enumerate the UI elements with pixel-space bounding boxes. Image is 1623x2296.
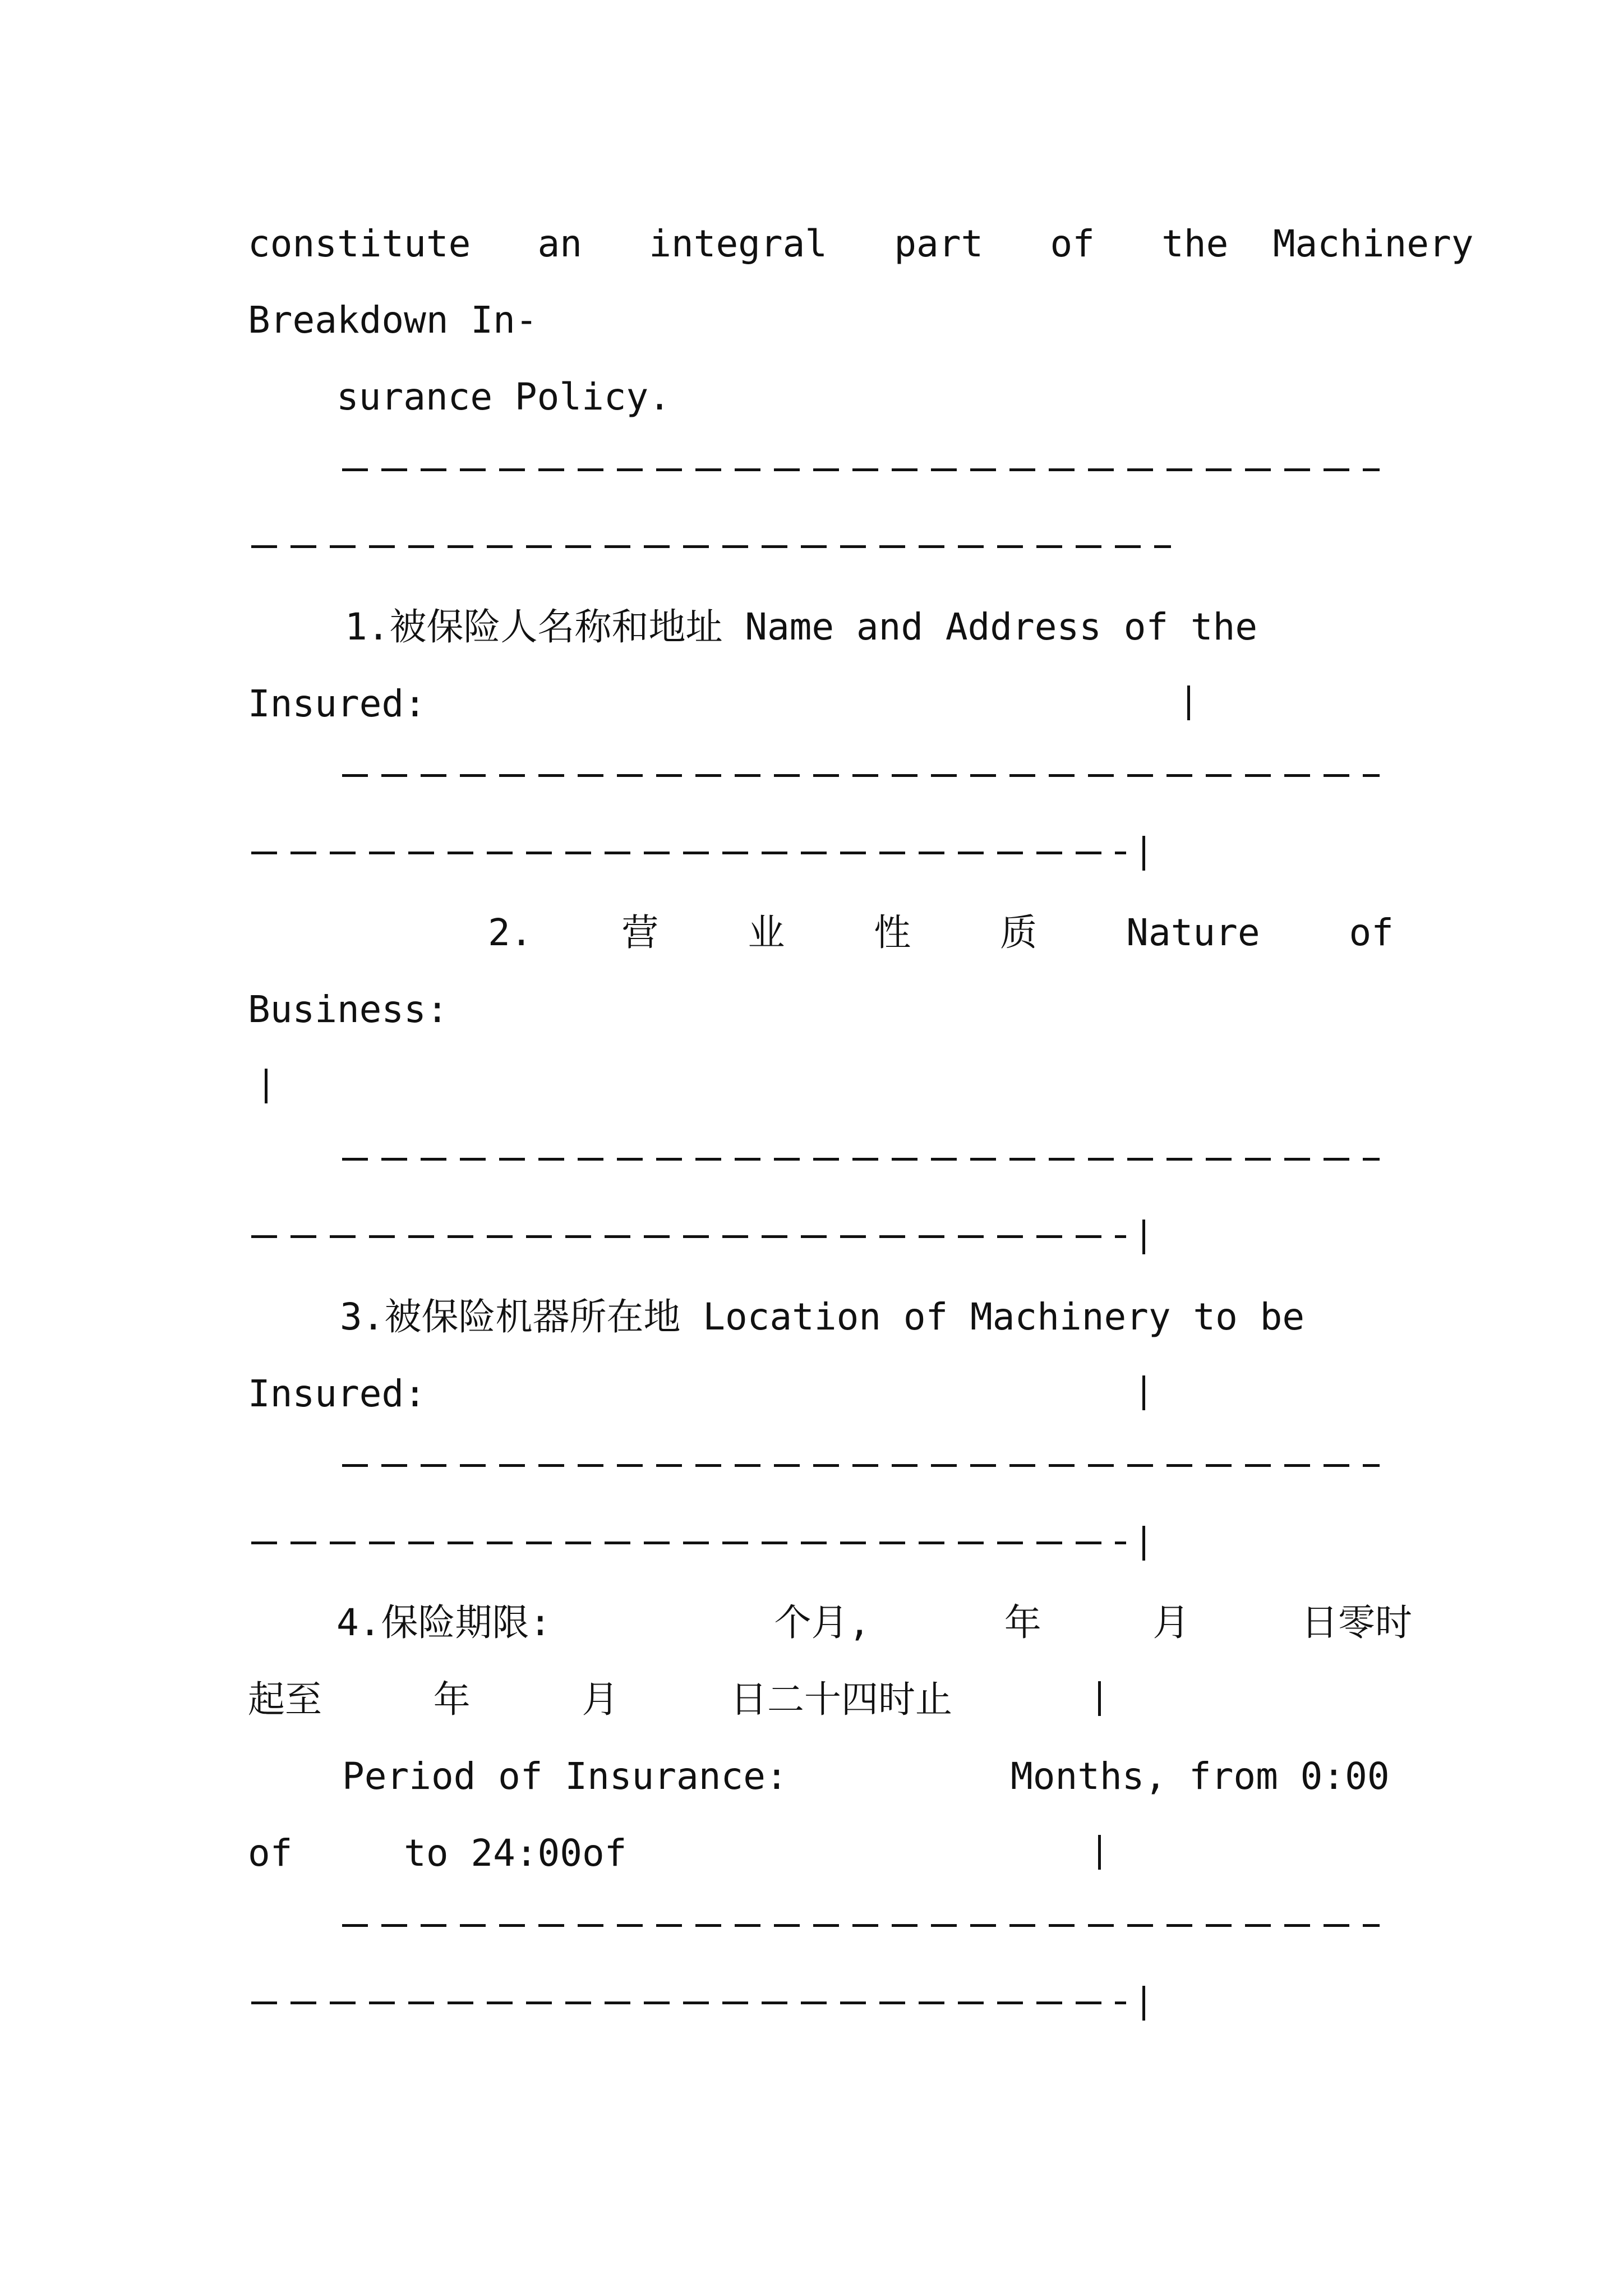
field-4-label: 4.保险期限: 个月, 年 月 日零时 xyxy=(336,1601,1413,1644)
field-1-label: 1.被保险人名称和地址 Name and Address of the xyxy=(345,605,1258,648)
separator-dashes-4b xyxy=(251,1542,1126,1544)
field-4-bar-cn xyxy=(1098,1681,1101,1716)
separator-dashes-5a xyxy=(342,1924,1380,1927)
field-4-bar-en xyxy=(1098,1835,1101,1870)
field-3-label: 3.被保险机器所在地 Location of Machinery to be xyxy=(340,1295,1305,1338)
separator-dashes-3a xyxy=(342,1158,1380,1161)
separator-dashes-2a xyxy=(342,774,1380,777)
field-3-label-cont: Insured: xyxy=(248,1372,426,1415)
separator-bar-2 xyxy=(1142,836,1145,871)
field-4-english: Period of Insurance: Months, from 0:00 xyxy=(342,1755,1390,1798)
separator-bar-4 xyxy=(1142,1526,1145,1561)
separator-dashes-2b xyxy=(251,852,1126,854)
separator-bar-3 xyxy=(1142,1220,1145,1254)
field-4-english-cont: of to 24:00of xyxy=(248,1832,627,1875)
separator-dashes-1b xyxy=(251,545,1171,548)
field-2-label: 2. 营 业 性 质 Nature of xyxy=(488,911,1394,954)
intro-line-1: constitute an integral part of the Machinery xyxy=(248,222,1474,265)
separator-dashes-4a xyxy=(342,1464,1380,1467)
separator-dashes-1a xyxy=(342,468,1380,471)
field-2-bar xyxy=(265,1069,268,1103)
field-1-label-cont: Insured: xyxy=(248,682,426,725)
separator-bar-5 xyxy=(1142,1986,1145,2021)
field-2-label-cont: Business: xyxy=(248,988,449,1031)
separator-dashes-5b xyxy=(251,2001,1126,2004)
field-4-label-cont: 起至 年 月 日二十四时止 xyxy=(248,1678,953,1721)
intro-line-2: Breakdown In- xyxy=(248,298,538,342)
separator-dashes-3b xyxy=(251,1235,1126,1238)
field-1-bar xyxy=(1187,685,1190,720)
intro-line-3: surance Policy. xyxy=(336,375,671,418)
field-3-bar xyxy=(1142,1375,1145,1410)
